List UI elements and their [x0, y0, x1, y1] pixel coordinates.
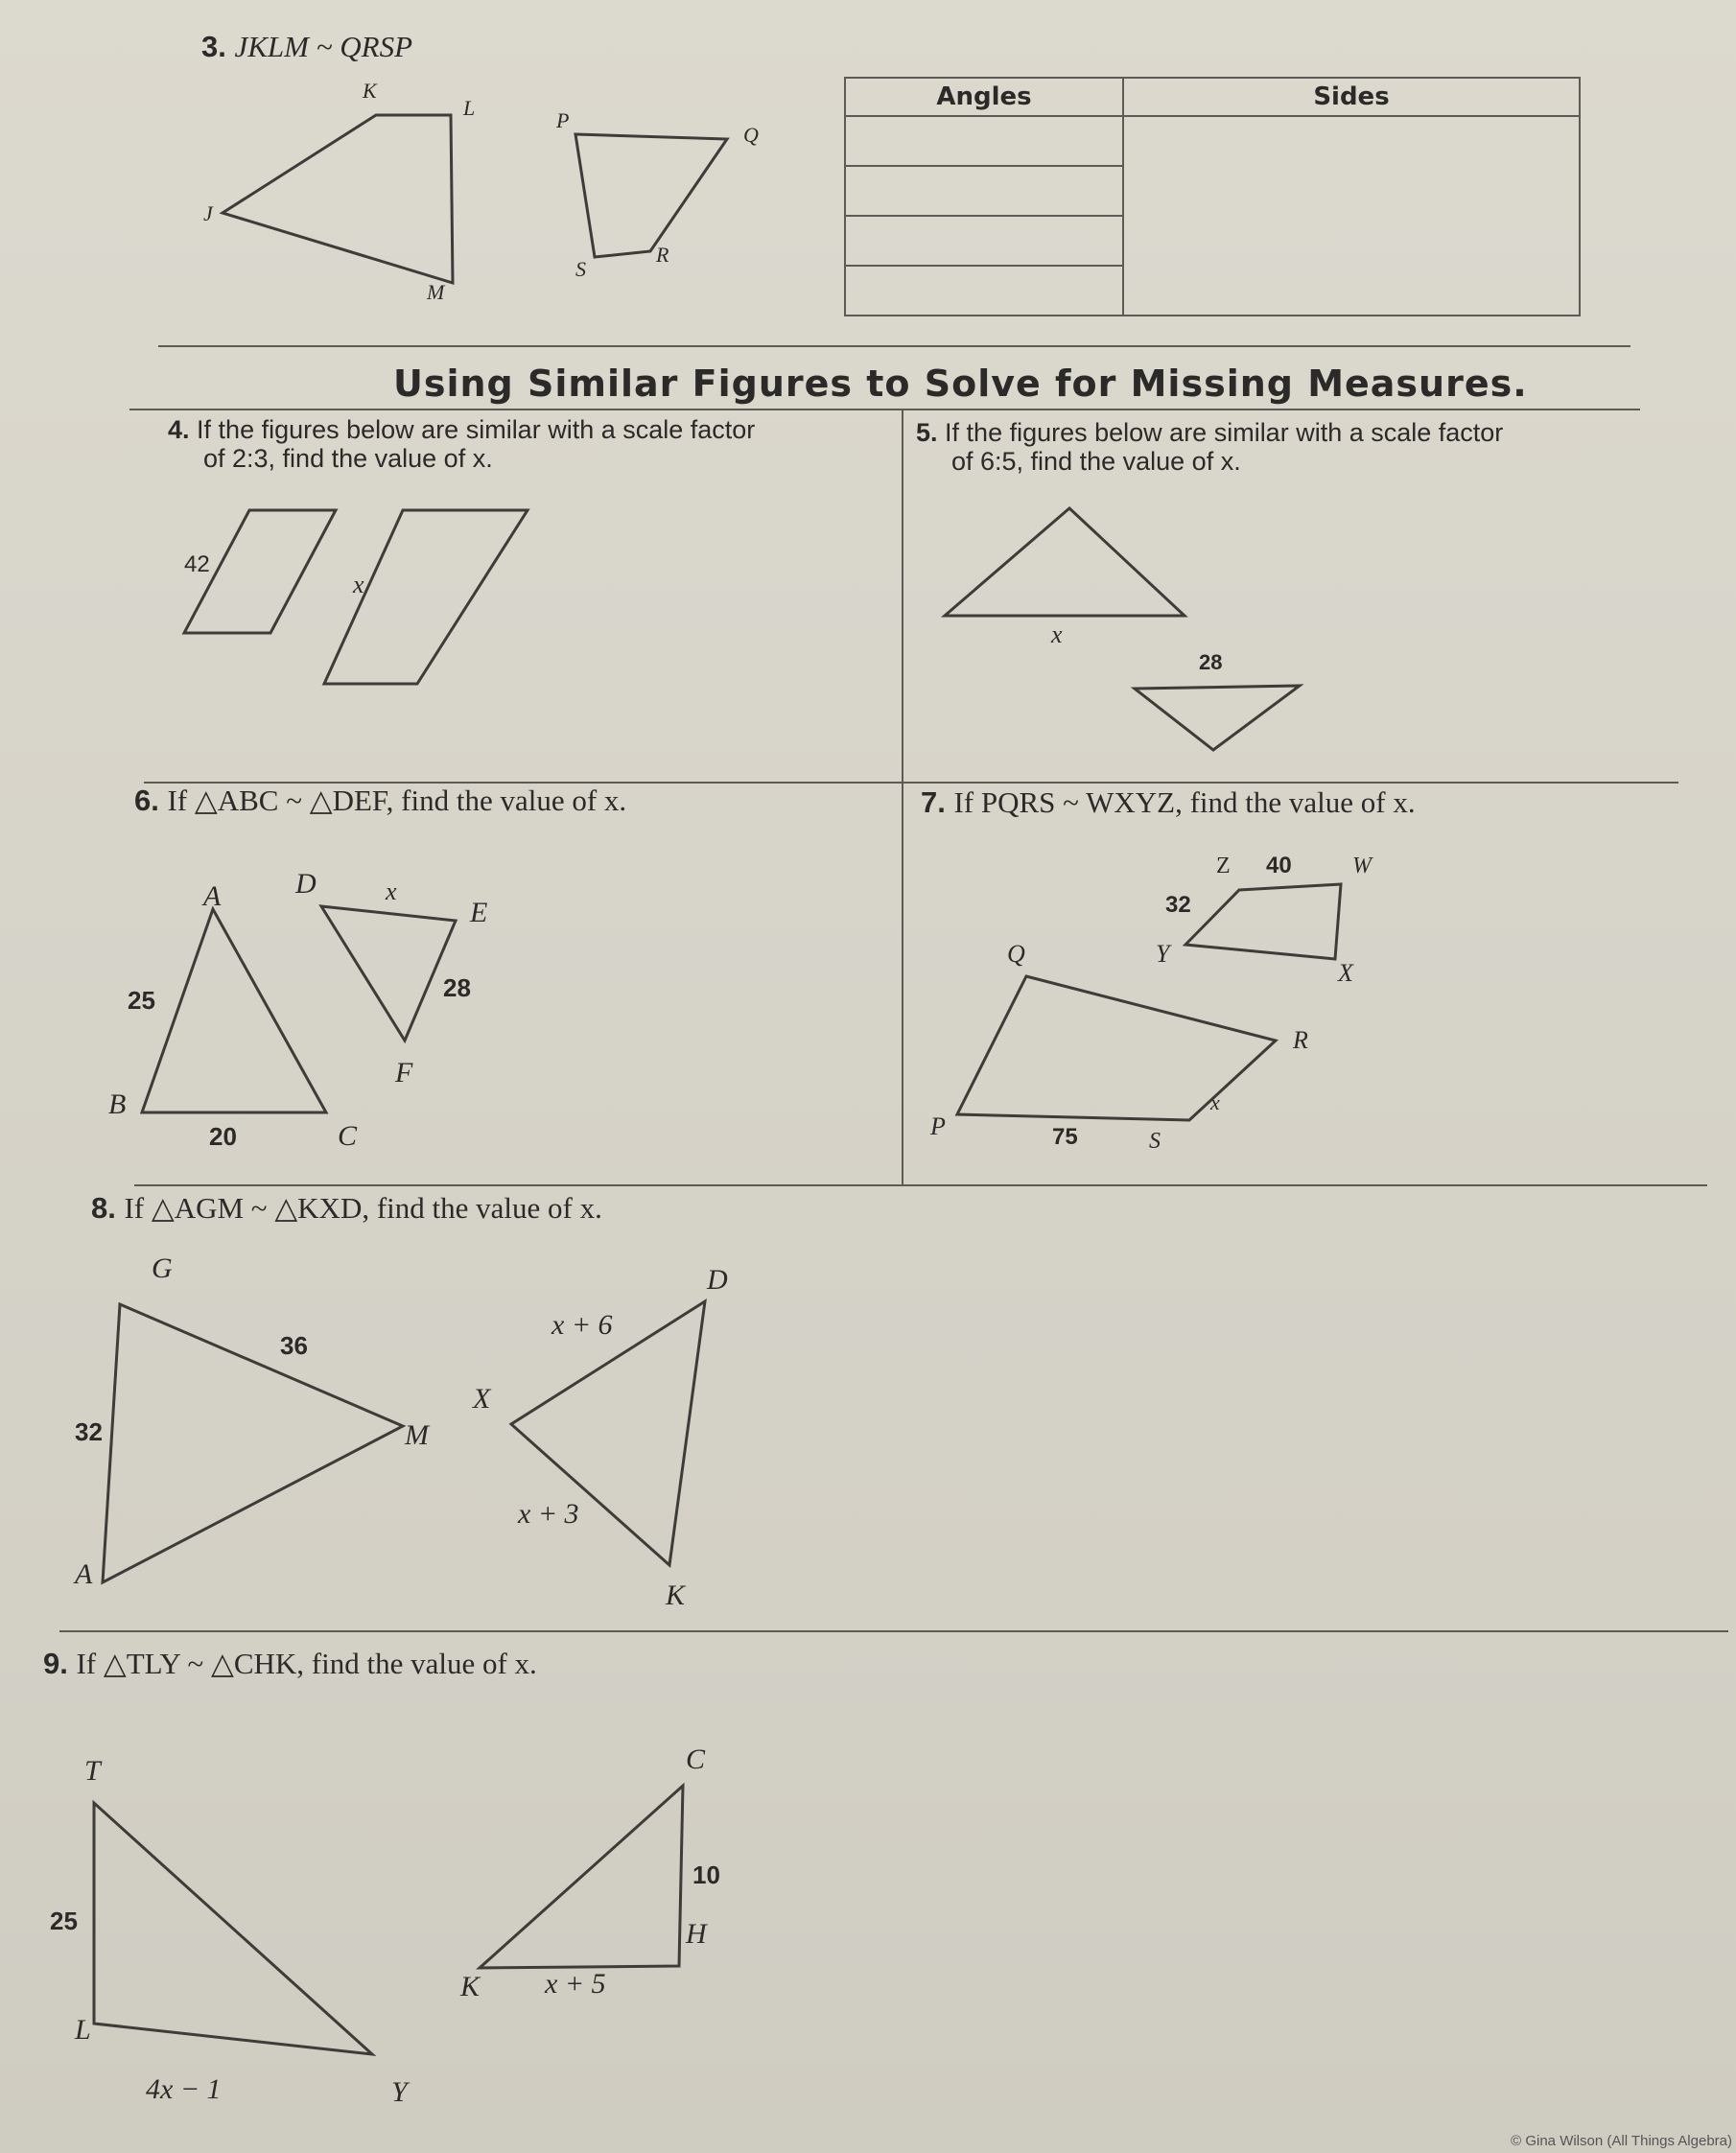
q3-label-j: J [203, 201, 213, 225]
q7-statement: If PQRS ~ WXYZ, find the value of x. [953, 785, 1416, 819]
q3-quad-jklm [223, 115, 453, 283]
q9-side-ly: 4x − 1 [146, 2073, 222, 2105]
q7-side-ps: 75 [1052, 1124, 1078, 1150]
column-divider [902, 409, 903, 1185]
q7-label-s: S [1149, 1129, 1161, 1154]
q7-side-zy: 32 [1165, 892, 1191, 918]
q3-label-k: K [363, 79, 377, 103]
q4-line1: If the figures below are similar with a scale factor [197, 415, 756, 444]
angles-column-header: Angles [845, 78, 1123, 116]
q4-number: 4. [168, 415, 190, 444]
q8-label-g: G [152, 1252, 173, 1284]
divider [129, 409, 1640, 410]
q9-side-tl: 25 [50, 1907, 78, 1935]
q9-text [43, 1648, 537, 1680]
q5-small-triangle [1135, 686, 1300, 750]
q3-label-q: Q [743, 123, 759, 147]
q6-side-bc: 20 [209, 1122, 237, 1151]
q8-label-k: K [666, 1580, 686, 1611]
angle-cell[interactable] [845, 116, 1123, 166]
q7-label-z: Z [1216, 854, 1231, 878]
q5-text [916, 418, 1503, 476]
q7-label-r: R [1293, 1026, 1308, 1054]
q6-triangle-abc [142, 909, 326, 1112]
copyright-footer: © Gina Wilson (All Things Algebra) [1511, 2133, 1732, 2149]
q7-side-zw: 40 [1266, 853, 1292, 878]
q8-side-xk: x + 3 [518, 1498, 579, 1530]
q9-side-hk: x + 5 [545, 1968, 606, 2000]
q6-text [134, 784, 626, 817]
q6-label-c: C [338, 1120, 358, 1152]
q7-label-y: Y [1156, 940, 1170, 968]
q7-label-x: X [1338, 959, 1353, 987]
q3-statement: JKLM ~ QRSP [234, 30, 413, 63]
q6-label-e: E [470, 897, 488, 928]
q6-statement: If △ABC ~ △DEF, find the value of x. [167, 784, 627, 817]
q3-label-m: M [427, 280, 445, 304]
q4-side-large: x [353, 571, 364, 598]
q5-side-large: x [1051, 620, 1063, 648]
q9-label-k: K [460, 1971, 481, 2002]
q8-side-xd: x + 6 [551, 1309, 613, 1341]
q8-statement: If △AGM ~ △KXD, find the value of x. [124, 1191, 602, 1225]
q7-quad-zwxy [1185, 884, 1341, 959]
q3-label-p: P [556, 108, 570, 132]
q8-label-a: A [75, 1558, 93, 1590]
q9-label-c: C [686, 1743, 706, 1775]
divider [59, 1630, 1728, 1632]
section-title: Using Similar Figures to Solve for Missing Measures. [393, 363, 1528, 405]
q7-label-w: W [1352, 854, 1372, 878]
q5-side-small: 28 [1199, 650, 1223, 674]
q6-side-ab: 25 [128, 986, 155, 1015]
angle-cell[interactable] [845, 166, 1123, 216]
q9-label-t: T [84, 1755, 101, 1787]
q8-label-x: X [473, 1383, 491, 1415]
q6-label-b: B [108, 1088, 127, 1120]
q3-label-l: L [463, 96, 476, 120]
angle-cell[interactable] [845, 266, 1123, 316]
q8-label-m: M [405, 1419, 429, 1451]
q6-number: 6. [134, 784, 159, 817]
angle-cell[interactable] [845, 216, 1123, 266]
q6-triangle-def [321, 906, 456, 1041]
q5-line1: If the figures below are similar with a scale factor [945, 418, 1504, 447]
q9-triangle-chk [480, 1786, 683, 1968]
q9-label-h: H [686, 1918, 707, 1950]
q8-side-gm: 36 [280, 1331, 308, 1360]
q7-label-q: Q [1007, 940, 1025, 968]
q3-label-s: S [575, 257, 586, 281]
q3-angles-sides-table [844, 77, 1581, 316]
divider [158, 345, 1630, 347]
q9-triangle-tly [94, 1803, 372, 2054]
q6-label-f: F [395, 1057, 413, 1088]
q5-number: 5. [916, 418, 938, 447]
q9-statement: If △TLY ~ △CHK, find the value of x. [76, 1647, 537, 1680]
q6-label-d: D [295, 868, 317, 900]
q9-label-y: Y [391, 2076, 408, 2108]
q5-line2: of 6:5, find the value of x. [951, 447, 1241, 476]
q7-quad-qrsp [957, 976, 1276, 1120]
q6-side-ef: 28 [443, 973, 471, 1002]
q9-number: 9. [43, 1647, 68, 1680]
q8-triangle-gma [103, 1304, 403, 1582]
q7-text [921, 786, 1416, 819]
q4-line2: of 2:3, find the value of x. [203, 444, 493, 473]
q5-large-triangle [945, 508, 1185, 616]
q8-label-d: D [707, 1264, 728, 1296]
q9-label-l: L [75, 2014, 91, 2046]
q7-number: 7. [921, 785, 946, 819]
q9-side-ch: 10 [692, 1860, 720, 1889]
q6-label-a: A [203, 880, 222, 912]
q8-number: 8. [91, 1191, 116, 1225]
sides-cell[interactable] [1123, 116, 1580, 316]
q4-text [168, 415, 755, 473]
q6-side-de: x [386, 878, 397, 905]
q3-number: 3. [201, 30, 226, 63]
q3-quad-qrsp [575, 134, 727, 257]
divider [134, 1184, 1707, 1186]
sides-column-header: Sides [1123, 78, 1580, 116]
q8-side-ga: 32 [75, 1417, 103, 1446]
q7-side-rs: x [1210, 1090, 1220, 1114]
q7-label-p: P [930, 1112, 946, 1140]
q4-side-small: 42 [184, 551, 210, 577]
q3-label-r: R [656, 243, 669, 267]
q8-text [91, 1192, 602, 1225]
